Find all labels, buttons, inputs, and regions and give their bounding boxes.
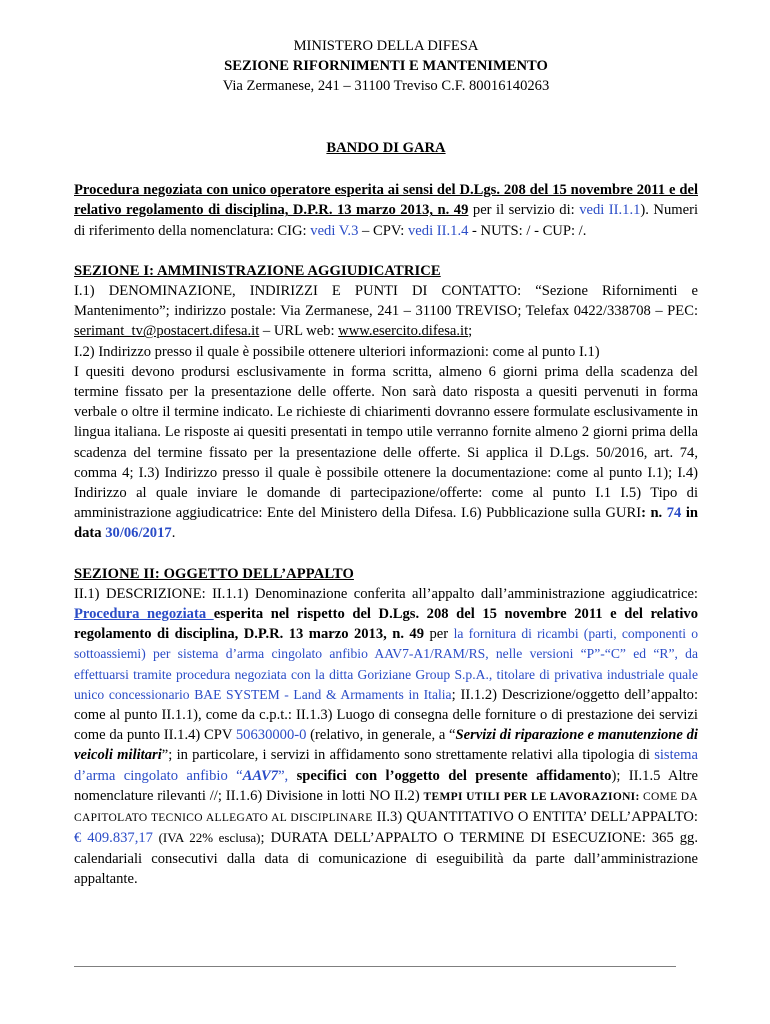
section-1-contacts: I.1) DENOMINAZIONE, INDIRIZZI E PUNTI DI CONTATTO: “Sezione Rifornimenti e Mantenimento”; indirizzo postale: Via Zermanese, 241 – 31100 TREVISO; Telefax 0422/338708 – PEC: serimant_tv@postacert.difesa.it – URL web: www.esercito.difesa.it; xyxy=(74,283,698,340)
ref-link-ii11[interactable]: vedi II.1.1 xyxy=(579,202,641,219)
ref-link-v3[interactable]: vedi V.3 xyxy=(310,222,359,239)
ministry-name: MINISTERO DELLA DIFESA xyxy=(293,38,479,54)
supply-description: la fornitura di ricambi (parti, componenti o sottoassiemi) per sistema d’arma cingolato anfibio AAV7-A1/RAM/RS, nelle versioni “P”-“C” ed “R”, da effettuarsi tramite procedura negoziata con la ditta Goriziane Group S.p.A., titolare di privativa industriale quale unico concessionario BAE SYSTEM - Land & Armaments in Italia xyxy=(74,626,698,702)
guri-date: 30/06/2017 xyxy=(105,525,172,542)
procedure-link[interactable]: Procedura negoziata xyxy=(74,606,214,623)
section-1-questions: I quesiti devono prodursi esclusivamente in forma scritta, almeno 6 giorni prima della scadenza del termine fissato per la presentazione delle offerte. Non sarà dato risposta a quesiti pervenuti in forma verbale o oltre il termine indicato. Le richieste di chiarimenti dovranno essere formulate esclusivamente in lingua italiana. Le risposte ai quesiti presentati in tempo utile verranno fornite almeno 2 giorni prima della scadenza del termine fissato per la presentazione delle offerte. Si applica il D.Lgs. 50/2016, art. 74, comma 4; I.3) Indirizzo presso il quale è possibile ottenere la documentazione: come al punto I.1); I.4) Indirizzo al quale inviare le domande di partecipazione/offerte: come al punto I.1 I.5) Tipo di amministrazione aggiudicatrice: Ente del Ministero della Difesa. I.6) Pubblicazione sulla GURI: n. 74 in data 30/06/2017. xyxy=(74,363,698,542)
section-2-body: II.1) DESCRIZIONE: II.1.1) Denominazione conferita all’appalto dall’amministrazione aggiudicatrice: Procedura negoziata esperita nel rispetto del D.Lgs. 208 del 15 novembre 2011 e del relativo regolamento di disciplina, D.P.R. 13 marzo 2013, n. 49 per la fornitura di ricambi (parti, componenti o sottoassiemi) per sistema d’arma cingolato anfibio AAV7-A1/RAM/RS, nelle versioni “P”-“C” ed “R”, da effettuarsi tramite procedura negoziata con la ditta Goriziane Group S.p.A., titolare di privativa industriale quale unico concessionario BAE SYSTEM - Land & Armaments in Italia; II.1.2) Descrizione/oggetto dell’appalto: come al punto II.1.1), come da c.p.t.: II.1.3) Luogo di consegna delle forniture o di prestazione dei servizi come da punto II.1.4) CPV 50630000-0 (relativo, in generale, a “Servizi di riparazione e manutenzione di veicoli militari”; in particolare, i servizi in affidamento sono strettamente relativi alla tipologia di sistema d’arma cingolato anfibio “AAV7”, specifici con l’oggetto del presente affidamento); II.1.5 Altre nomenclature rilevanti //; II.1.6) Divisione in lotti NO II.2) TEMPI UTILI PER LE LAVORAZIONI: COME DA CAPITOLATO TECNICO ALLEGATO AL DISCIPLINARE II.3) QUANTITATIVO O ENTITA’ DELL’APPALTO: € 409.837,17 (IVA 22% esclusa); DURATA DELL’APPALTO O TERMINE DI ESECUZIONE: 365 gg. calendariali consecutivi dalla data di comunicazione di eseguibilità da parte dall’amministrazione appaltante. xyxy=(74,585,699,887)
section-1-heading: SEZIONE I: AMMINISTRAZIONE AGGIUDICATRICE xyxy=(74,262,441,279)
letterhead xyxy=(74,36,698,96)
pec-link[interactable]: serimant_tv@postacert.difesa.it xyxy=(74,323,260,340)
system-description: sistema d’arma cingolato anfibio “ xyxy=(74,747,698,784)
document-page xyxy=(74,36,698,889)
guri-number: 74 xyxy=(666,505,682,522)
document-title: BANDO DI GARA xyxy=(326,140,446,156)
office-address: Via Zermanese, 241 – 31100 Treviso C.F. 80016140263 xyxy=(222,78,550,94)
cpv-description: Servizi di riparazione e manutenzione di veicoli militari xyxy=(74,727,698,764)
vat-note: (IVA 22% esclusa) xyxy=(152,830,261,846)
intro-lead: Procedura negoziata con unico operatore esperita ai sensi del D.Lgs. 208 del 15 novembre 2011 e del relativo regolamento di disciplina, D.P.R. 13 marzo 2013, n. 49 xyxy=(74,182,698,219)
footer-divider xyxy=(74,966,676,967)
intro-paragraph: Procedura negoziata con unico operatore esperita ai sensi del D.Lgs. 208 del 15 novembre 2011 e del relativo regolamento di disciplina, D.P.R. 13 marzo 2013, n. 49 per il servizio di: vedi II.1.1). Numeri di riferimento della nomenclatura: CIG: vedi V.3 – CPV: vedi II.1.4 - NUTS: / - CUP: /. xyxy=(74,182,698,239)
ref-link-ii14[interactable]: vedi II.1.4 xyxy=(408,222,469,239)
section-1-info: I.2) Indirizzo presso il quale è possibile ottenere ulteriori informazioni: come al punto I.1) xyxy=(74,343,600,360)
cpv-code: 50630000-0 xyxy=(235,727,307,744)
web-link[interactable]: www.esercito.difesa.it xyxy=(338,323,469,340)
tempi-value: COME DA CAPITOLATO TECNICO ALLEGATO AL DISCIPLINARE xyxy=(74,790,698,825)
system-name: AAV7 xyxy=(242,767,279,784)
section-name: SEZIONE RIFORNIMENTI E MANTENIMENTO xyxy=(224,58,548,74)
tempi-label: TEMPI UTILI PER LE LAVORAZIONI: xyxy=(423,790,640,803)
contract-amount: € 409.837,17 xyxy=(74,830,153,847)
section-2-heading: SEZIONE II: OGGETTO DELL’APPALTO xyxy=(74,565,354,582)
specific-object: specifici con l’oggetto del presente affidamento xyxy=(288,767,612,784)
